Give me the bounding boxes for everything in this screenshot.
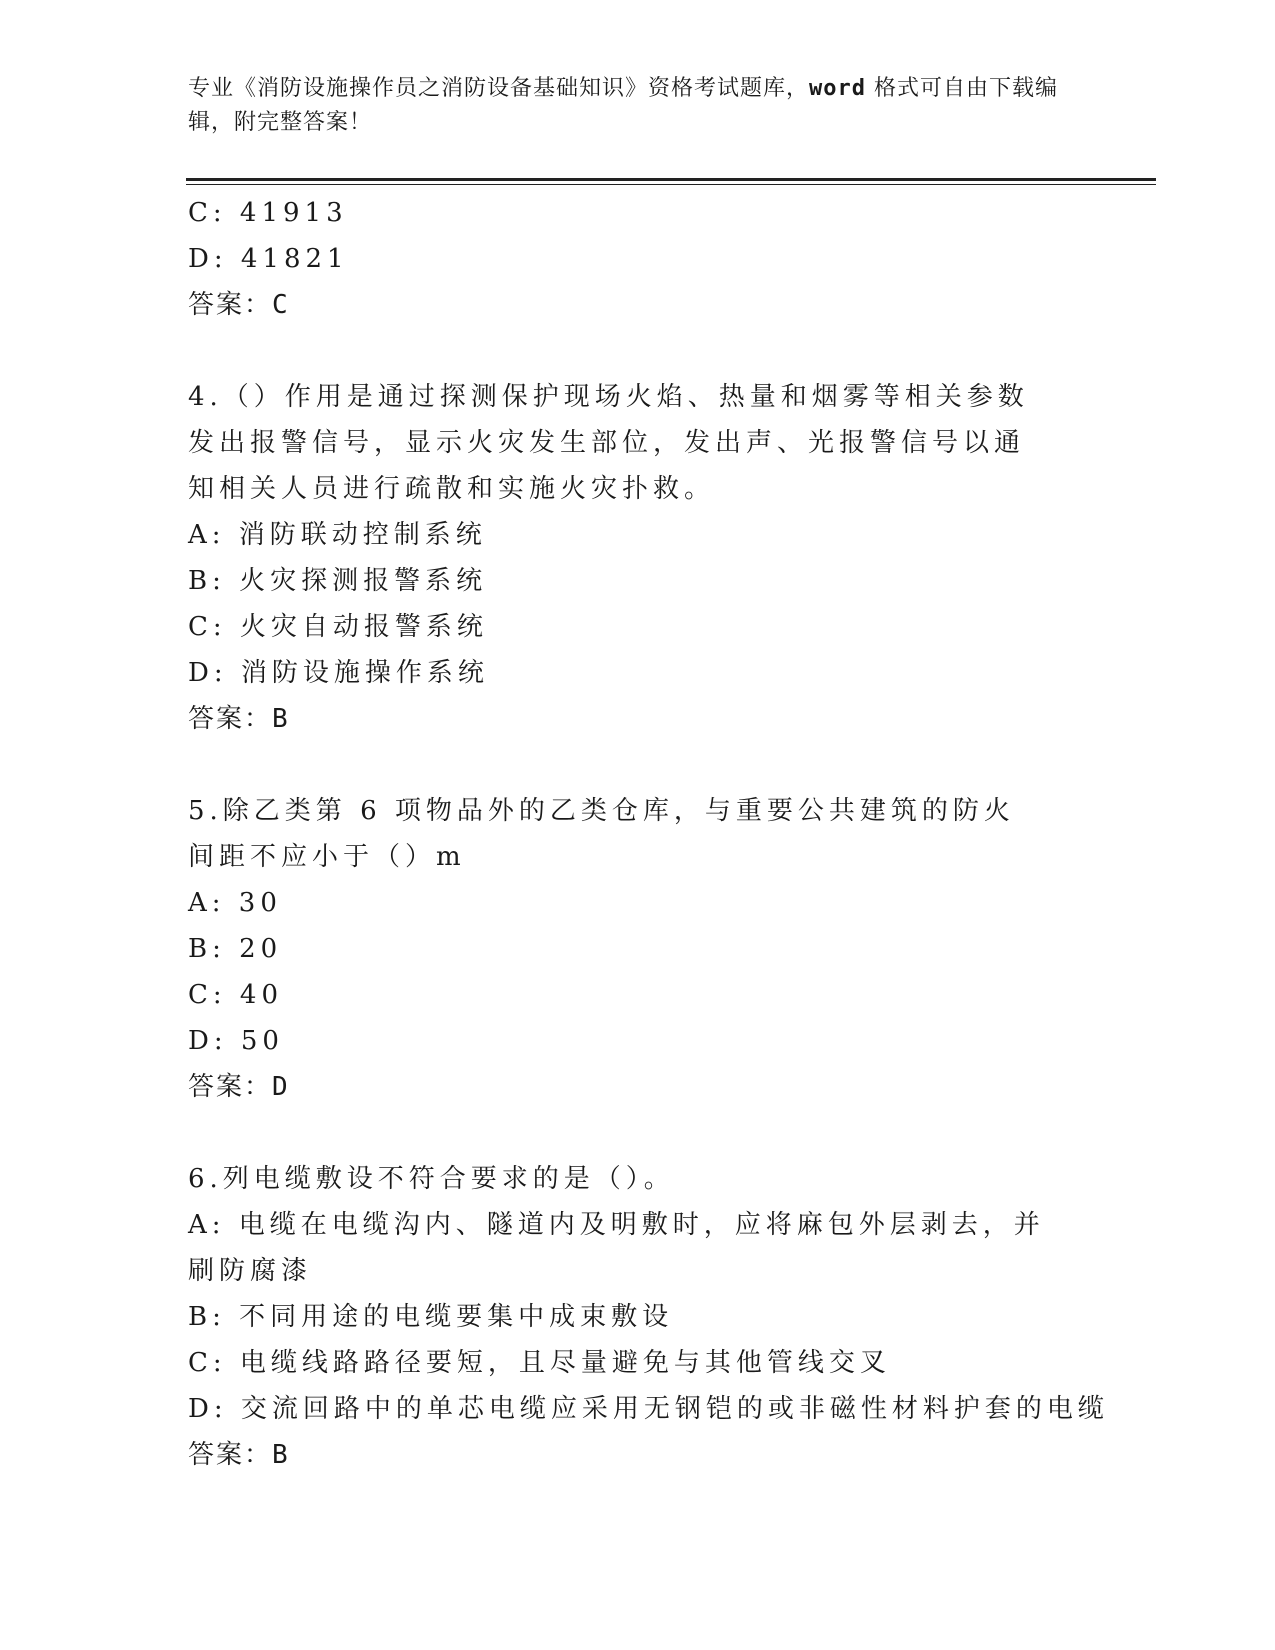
question-3	[188, 190, 1088, 328]
q5-option-c: C: 40	[188, 980, 284, 1010]
q5-option-d: D: 50	[188, 1026, 284, 1056]
q4-option-c: C: 火灾自动报警系统	[188, 612, 488, 642]
q5-answer-value: D	[272, 1072, 290, 1102]
q6-answer-value: B	[272, 1440, 290, 1470]
question-6	[188, 1156, 1109, 1478]
q3-option-d: D: 41821	[188, 244, 349, 274]
q5-option-b: B: 20	[188, 934, 283, 964]
q6-stem: 6.列电缆敷设不符合要求的是（）。	[188, 1164, 675, 1194]
header-text-after: 格式可自由下载编辑，附完整答案！	[188, 76, 1058, 135]
q4-option-b: B: 火灾探测报警系统	[188, 566, 488, 596]
q4-option-a: A: 消防联动控制系统	[188, 520, 487, 550]
q5-answer	[188, 1064, 1088, 1110]
q5-option-a: A: 30	[188, 888, 282, 918]
q4-answer-label: 答案：	[188, 704, 273, 734]
header-divider-thick	[186, 178, 1156, 181]
q6-answer	[188, 1432, 1088, 1478]
q3-answer-value: C	[272, 290, 290, 320]
q6-option-a: A: 电缆在电缆沟内、隧道内及明敷时，应将麻包外层剥去，并刷防腐漆	[188, 1210, 1045, 1286]
question-5	[188, 788, 1088, 1110]
q6-answer-label: 答案：	[188, 1440, 273, 1470]
question-4	[188, 374, 1088, 742]
question-list	[188, 190, 1109, 1478]
q4-answer-value: B	[272, 704, 290, 734]
q6-option-b: B: 不同用途的电缆要集中成束敷设	[188, 1302, 674, 1332]
q5-answer-label: 答案：	[188, 1072, 273, 1102]
q3-answer-label: 答案：	[188, 290, 273, 320]
q3-option-c: C: 41913	[188, 198, 348, 228]
header-text-before: 专业《消防设施操作员之消防设备基础知识》资格考试题库，	[188, 76, 810, 101]
document-header	[188, 72, 1088, 140]
header-divider-thin	[186, 184, 1156, 185]
q4-answer	[188, 696, 1088, 742]
q4-stem: 4.（）作用是通过探测保护现场火焰、热量和烟雾等相关参数发出报警信号，显示火灾发生部位，发出声、光报警信号以通知相关人员进行疏散和实施火灾扑救。	[188, 382, 1029, 504]
q5-stem: 5.除乙类第 6 项物品外的乙类仓库，与重要公共建筑的防火间距不应小于（）m	[188, 796, 1015, 872]
q4-option-d: D: 消防设施操作系统	[188, 658, 489, 688]
header-word: word	[809, 76, 866, 101]
q3-answer	[188, 282, 1088, 328]
q6-option-c: C: 电缆线路路径要短，且尽量避免与其他管线交叉	[188, 1348, 891, 1378]
q6-option-d: D: 交流回路中的单芯电缆应采用无钢铠的或非磁性材料护套的电缆	[188, 1394, 1109, 1424]
